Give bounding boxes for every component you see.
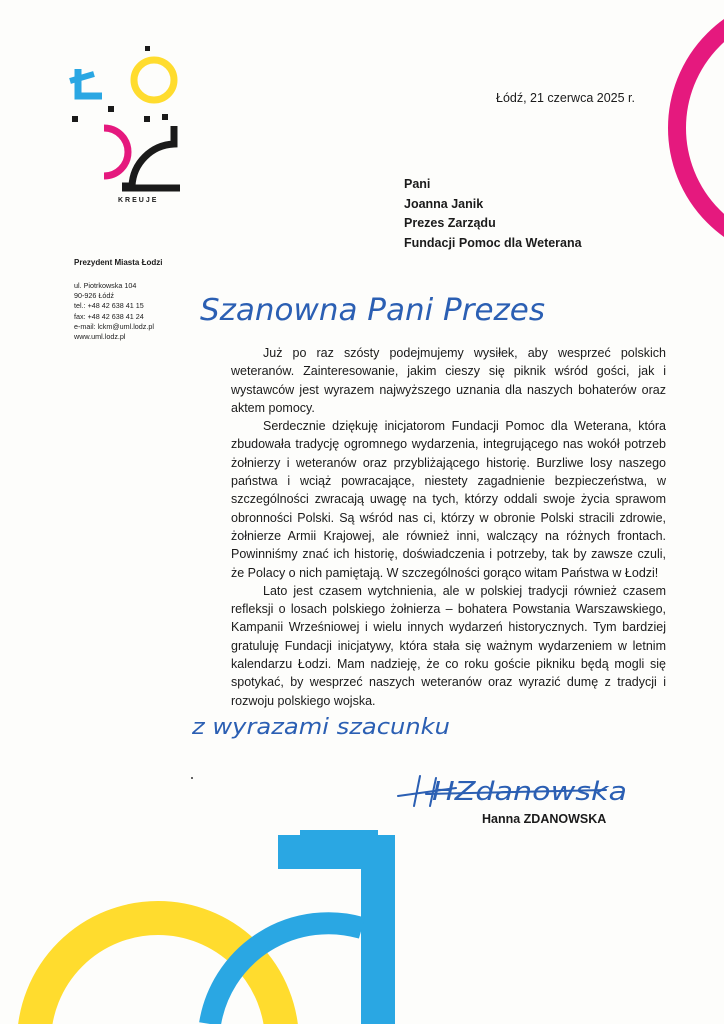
- address-email: e-mail: lckm@uml.lodz.pl: [74, 321, 154, 331]
- logo-tagline: KREUJE: [118, 197, 159, 204]
- letter-body: [231, 344, 666, 710]
- logo-dot: [108, 106, 114, 112]
- recipient-name: Joanna Janik: [404, 196, 484, 211]
- lodz-logo: [62, 36, 192, 216]
- handwritten-closing: [188, 708, 458, 744]
- body-paragraph: Serdecznie dziękuję inicjatorom Fundacji Pomoc dla Weterana, która zbudowała tradycję ogromnego wydarzenia, integrującego nas wokół potrzeb żołnierzy i weteranów oraz przybliżającego historię. Burzliwe losy naszego państwa i wciąż powracające, niestety zagadnienie bezpieczeństwa, w szczególności zwracają uwagę na tych, którzy oddali swoje życia sprawom obronności Polski. Są wśród nas ci, którzy w obronie Polski stracili zdrowie, żołnierze Armii Krajowej, ale również inni, walczący na różnych frontach. Powinniśmy znać ich historię, doświadczenia i potrzeby, tak by zawsze czuli, że Polacy o nich pamiętają. W szczególności gorąco witam Państwa w Łodzi!: [231, 419, 666, 580]
- logo-dot: [72, 116, 78, 122]
- closing-text: z wyrazami szacunku: [190, 715, 450, 740]
- signer-name: Hanna ZDANOWSKA: [482, 812, 607, 826]
- letter-date: Łódź, 21 czerwca 2025 r.: [496, 91, 635, 105]
- recipient-salutation: Pani: [404, 177, 431, 191]
- signature: [396, 766, 634, 816]
- logo-dot: [144, 116, 150, 122]
- logo-letter-l: [70, 69, 102, 96]
- recipient-position: Prezes Zarządu: [404, 216, 496, 230]
- recipient-organization: Fundacji Pomoc dla Weterana: [404, 235, 582, 250]
- signature-text: HZdanowska: [432, 777, 627, 807]
- greeting-text: Szanowna Pani Prezes: [200, 293, 545, 328]
- address-city: 90-926 Łódź: [74, 291, 114, 301]
- sender-address: [74, 281, 154, 342]
- recipient-block: [404, 175, 582, 253]
- body-paragraph: Lato jest czasem wytchnienia, ale w polskiej tradycji również czasem refleksji o losach polskiego żołnierza – bohatera Powstania Warszawskiego, Kampanii Wrześniowej i wielu innych wydarzeń historycznych. Tym bardziej gratuluję Fundacji inicjatywy, która stała się ważnym wydarzeniem w letnim kalendarzu Łodzi. Mam nadzieję, że co roku goście pikniku będą mogli się spotykać, by wesprzeć naszych weteranów oraz wyrazić dumę z tradycji i rozwoju polskiego wojska.: [231, 583, 666, 708]
- logo-decoration-bottom: [0, 830, 450, 1024]
- logo-letter-d: [104, 128, 128, 176]
- magenta-ring-decoration: [652, 0, 724, 260]
- stray-mark: [191, 777, 193, 779]
- address-website: www.uml.lodz.pl: [74, 332, 126, 342]
- address-phone: tel.: +48 42 638 41 15: [74, 301, 144, 311]
- handwritten-greeting: [196, 288, 556, 332]
- address-street: ul. Piotrkowska 104: [74, 281, 137, 290]
- address-fax: fax: +48 42 638 41 24: [74, 311, 144, 321]
- logo-letter-o: [134, 46, 174, 100]
- body-paragraph: Już po raz szósty podejmujemy wysiłek, aby wesprzeć polskich weteranów. Zainteresowanie, jakim cieszy się piknik wśród gości, jak i wystawców jest wyrazem najwyższego uznania dla naszych bohaterów oraz aktem pomocy.: [231, 346, 666, 415]
- sender-title: Prezydent Miasta Łodzi: [74, 258, 163, 267]
